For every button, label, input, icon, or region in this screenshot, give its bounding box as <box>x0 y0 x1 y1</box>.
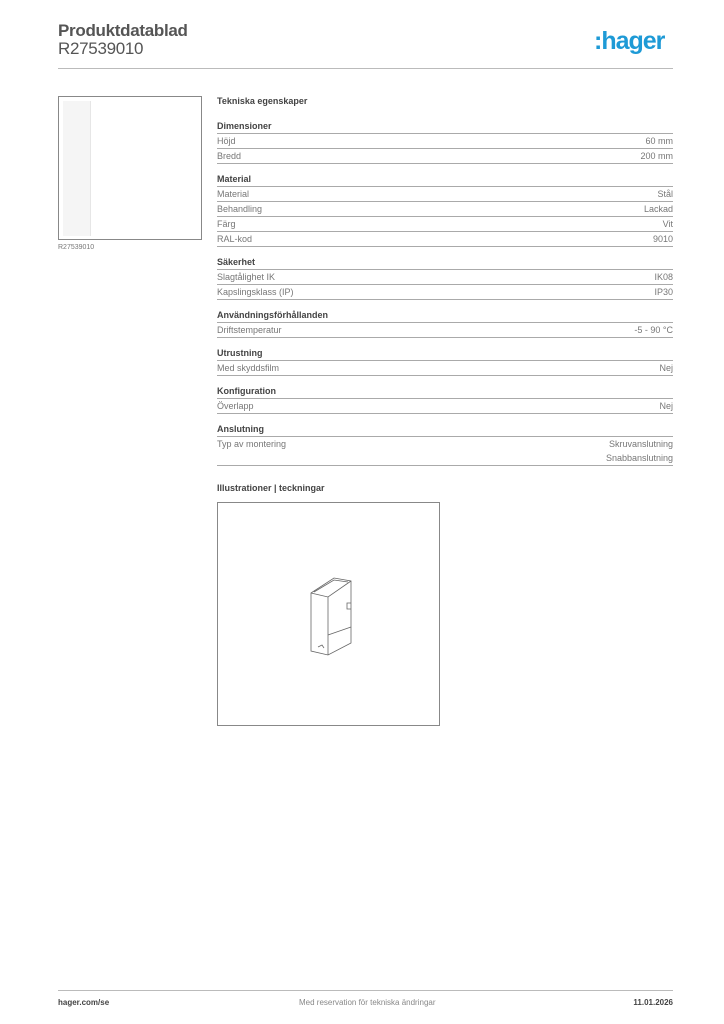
spec-group-title: Utrustning <box>217 346 673 361</box>
spec-value-text: Nej <box>659 363 673 373</box>
spec-label: Slagtålighet IK <box>217 272 276 282</box>
footer-disclaimer: Med reservation för tekniska ändringar <box>299 998 436 1007</box>
spec-row <box>217 217 673 232</box>
spec-label: Driftstemperatur <box>217 325 282 335</box>
spec-group <box>217 308 673 338</box>
spec-group <box>217 255 673 300</box>
spec-group <box>217 119 673 164</box>
product-code: R27539010 <box>58 39 144 58</box>
spec-value-text: IK08 <box>654 272 673 282</box>
spec-label: Behandling <box>217 204 263 214</box>
spec-group <box>217 346 673 376</box>
spec-value <box>634 323 673 337</box>
spec-value <box>645 134 673 148</box>
hager-logo: :hager <box>594 27 665 55</box>
spec-row <box>217 187 673 202</box>
spec-row <box>217 285 673 300</box>
footer-date: 11.01.2026 <box>633 998 673 1007</box>
spec-value <box>644 202 673 216</box>
spec-row <box>217 399 673 414</box>
spec-group-title: Dimensioner <box>217 119 673 134</box>
footer-website[interactable]: hager.com/se <box>58 998 110 1007</box>
spec-value-text: Lackad <box>643 204 673 214</box>
spec-value-text: 200 mm <box>640 151 673 161</box>
page-title: Produktdatablad <box>58 21 188 40</box>
spec-value-text: 60 mm <box>645 136 673 146</box>
spec-label: Material <box>217 189 250 199</box>
spec-group-title: Användningsförhållanden <box>217 308 673 323</box>
footer-divider <box>58 990 673 991</box>
spec-label: Typ av montering <box>217 439 287 449</box>
spec-row <box>217 323 673 338</box>
spec-value-text: Skruvanslutning <box>608 439 673 449</box>
spec-label: Höjd <box>217 136 236 146</box>
spec-value <box>653 232 673 246</box>
spec-value <box>606 437 673 465</box>
spec-value-text: Nej <box>659 401 673 411</box>
specs-title: Tekniska egenskaper <box>217 96 308 106</box>
spec-row <box>217 232 673 247</box>
spec-group <box>217 172 673 247</box>
product-image <box>58 96 202 240</box>
product-image-caption: R27539010 <box>58 244 95 251</box>
illustrations-title: Illustrationer | teckningar <box>217 483 325 493</box>
spec-label: Bredd <box>217 151 242 161</box>
illustration-drawing <box>217 502 440 726</box>
spec-value-text: -5 - 90 °C <box>634 325 673 335</box>
spec-value <box>657 187 673 201</box>
spec-row <box>217 437 673 466</box>
spec-row <box>217 202 673 217</box>
spec-value <box>654 285 673 299</box>
spec-value <box>640 149 673 163</box>
spec-value-text: Snabbanslutning <box>605 453 673 463</box>
spec-value-text: Vit <box>662 219 673 229</box>
spec-value-text: IP30 <box>654 287 673 297</box>
spec-group-title: Material <box>217 172 673 187</box>
spec-row <box>217 149 673 164</box>
spec-value <box>654 270 673 284</box>
spec-label: Färg <box>217 219 236 229</box>
spec-value <box>663 217 673 231</box>
spec-value <box>659 361 673 375</box>
spec-row <box>217 361 673 376</box>
spec-value-text: 9010 <box>652 234 673 244</box>
spec-group-title: Konfiguration <box>217 384 673 399</box>
spec-label: Med skyddsfilm <box>217 363 280 373</box>
spec-group-title: Anslutning <box>217 422 673 437</box>
spec-label: Kapslingsklass (IP) <box>217 287 294 297</box>
spec-row <box>217 270 673 285</box>
spec-group <box>217 422 673 466</box>
spec-group <box>217 384 673 414</box>
spec-value <box>659 399 673 413</box>
spec-group-title: Säkerhet <box>217 255 673 270</box>
spec-value-text: Stål <box>657 189 673 199</box>
technical-specs <box>217 96 673 474</box>
spec-label: RAL-kod <box>217 234 253 244</box>
spec-label: Överlapp <box>217 401 254 411</box>
header-divider <box>58 68 673 69</box>
spec-row <box>217 134 673 149</box>
